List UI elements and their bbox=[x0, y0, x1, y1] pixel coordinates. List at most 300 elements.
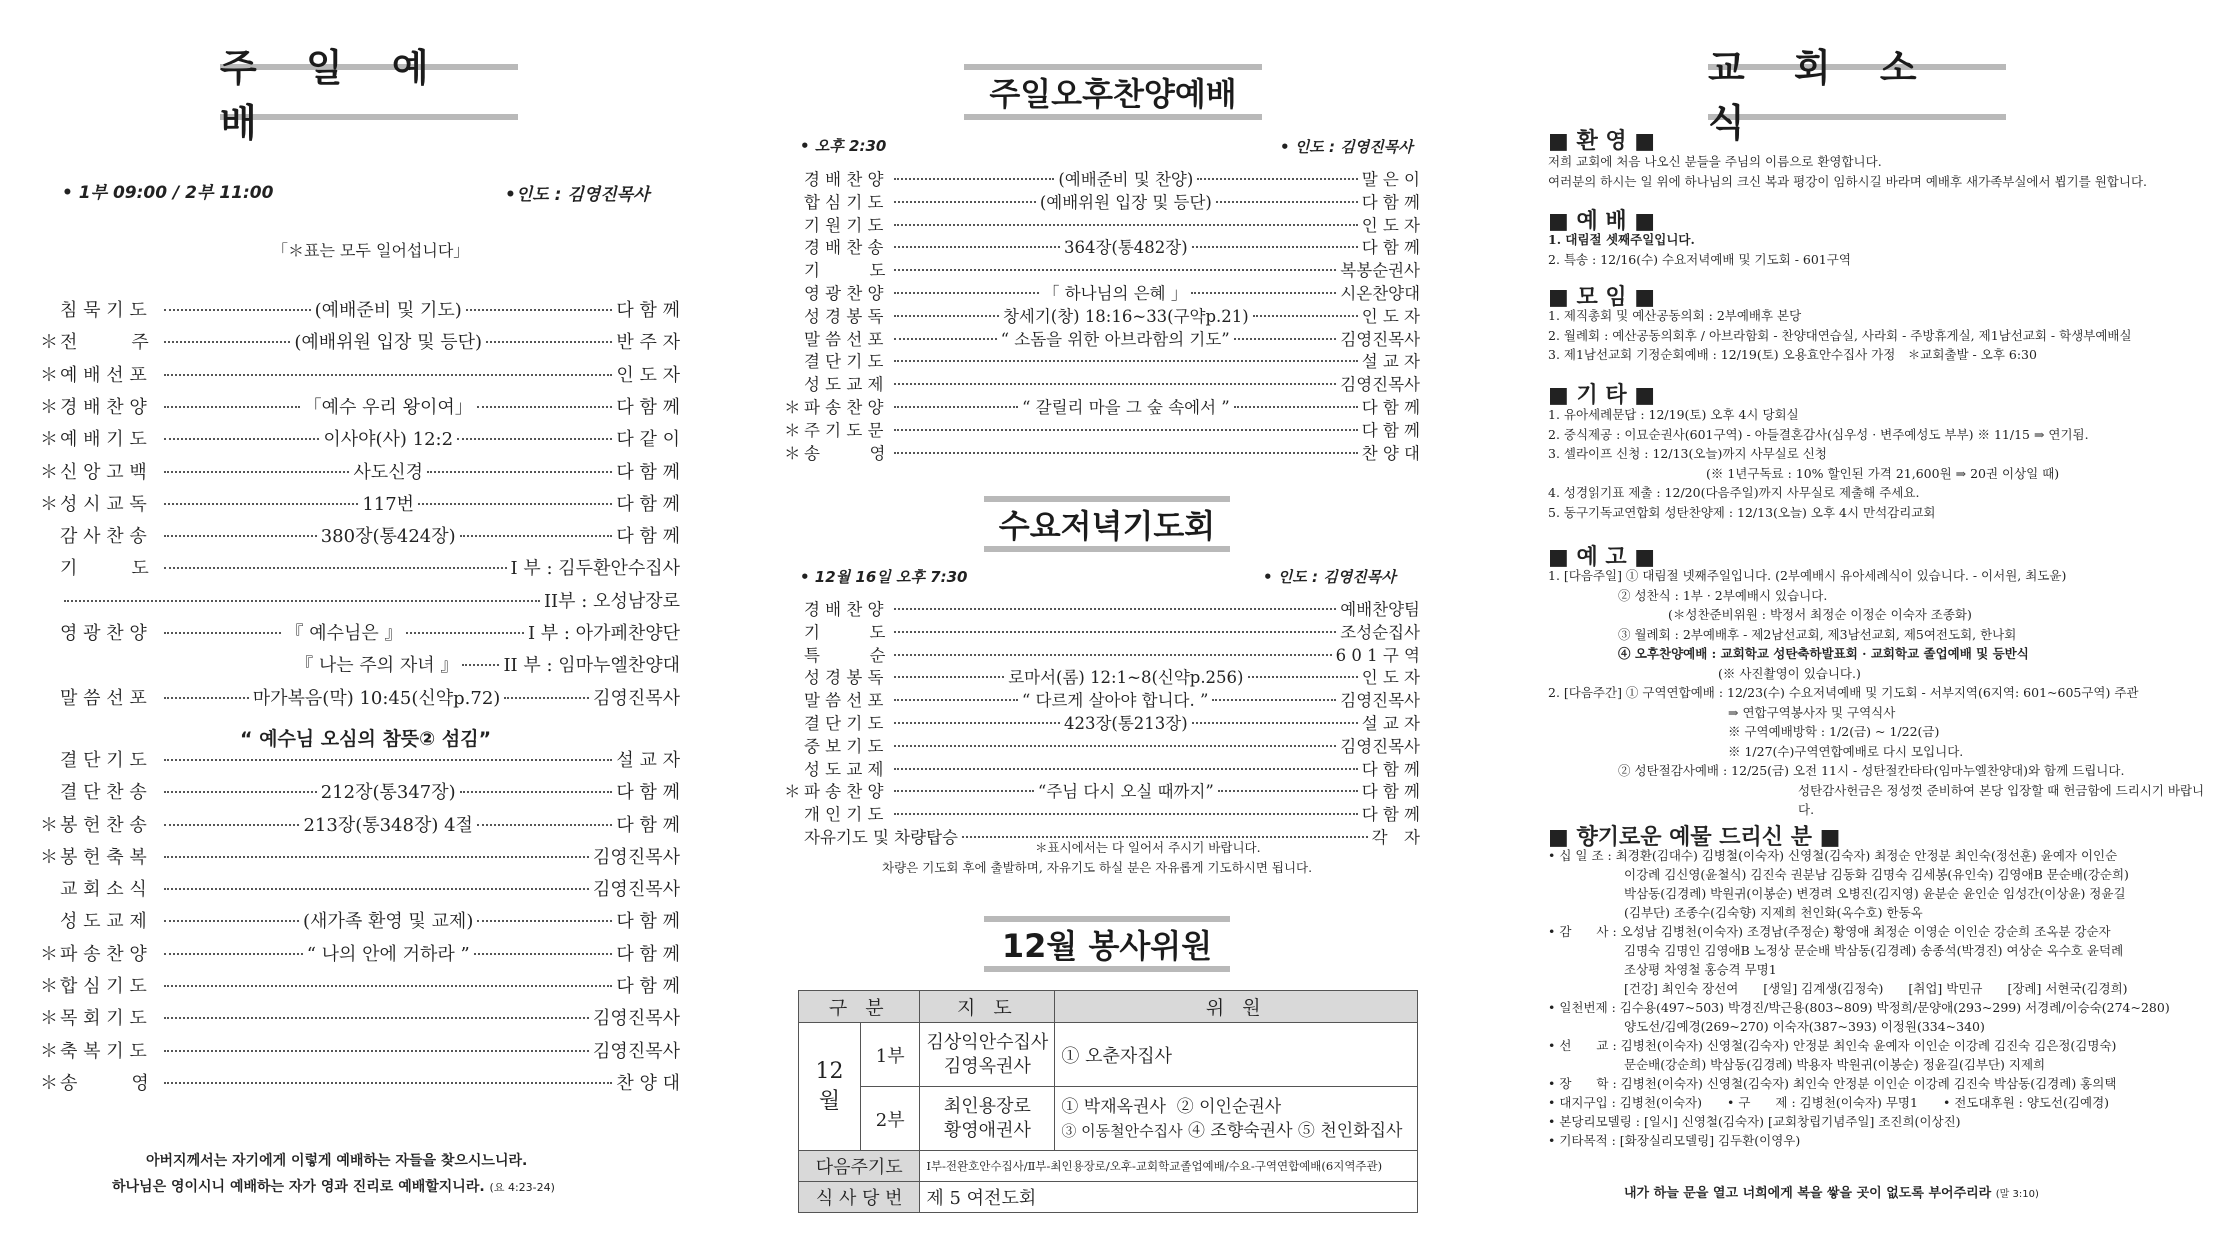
news-line: ④ 오후찬양예배 : 교회학교 성탄축하발표회 · 교회학교 졸업예배 및 등반식 bbox=[1618, 646, 2029, 661]
wednesday-service-title: 수요저녁기도회 bbox=[984, 496, 1230, 552]
news-line: 조상평 차영철 홍승격 무명1 bbox=[1624, 962, 1777, 977]
order-content: 380장(통424장) bbox=[320, 526, 456, 548]
order-person: 다 함 께 bbox=[1361, 782, 1420, 802]
order-person: 다 함 께 bbox=[1361, 805, 1420, 825]
order-row bbox=[784, 212, 1420, 236]
leader-dots bbox=[1197, 178, 1357, 180]
leader-dots bbox=[164, 1017, 589, 1019]
leader-dots bbox=[1253, 315, 1358, 317]
order-label: 교 회 소 식 bbox=[60, 879, 147, 901]
wednesday-leader: • 인도 : 김영진목사 bbox=[1263, 568, 1396, 586]
leader-dots bbox=[894, 768, 1358, 770]
sunday-service-title: 주 일 예 배 bbox=[220, 64, 518, 120]
order-person: 김영진목사 bbox=[1340, 691, 1420, 711]
leader-dots bbox=[894, 406, 1018, 408]
order-content: 로마서(롬) 12:1~8(신약p.256) bbox=[1008, 668, 1244, 688]
order-person: 인 도 자 bbox=[1361, 668, 1420, 688]
leader-dots bbox=[894, 315, 999, 317]
order-row bbox=[40, 619, 680, 645]
order-label: 결 단 찬 송 bbox=[60, 782, 147, 804]
p2-member-4: ④ 조향숙권사 bbox=[1188, 1120, 1293, 1141]
order-label: 송 영 bbox=[804, 443, 886, 463]
order-content: 213장(통348장) 4절 bbox=[303, 814, 473, 836]
order-row bbox=[40, 361, 680, 387]
order-person: 시온찬양대 bbox=[1340, 284, 1421, 303]
leader-dots bbox=[164, 953, 303, 955]
leader-dots bbox=[460, 791, 613, 793]
leader-dots bbox=[164, 985, 612, 987]
news-line: 박삼동(김경례) 박원귀(이봉순) 변경려 오병진(김지영) 윤분순 윤인순 임성간(이상윤) 정윤길 bbox=[1624, 886, 2126, 901]
leader-dots bbox=[477, 920, 612, 922]
leader-dots bbox=[164, 374, 612, 376]
stand-note-wed: ＊표시에서는 다 일어서 주시기 바랍니다. bbox=[1035, 840, 1261, 855]
order-content: 『 나는 주의 자녀 』 bbox=[295, 655, 459, 677]
verse-ref: (요 4:23-24) bbox=[489, 1181, 555, 1194]
part1-cell: 1부 bbox=[861, 1023, 920, 1087]
order-person: II 부 : 임마누엘찬양대 bbox=[503, 655, 680, 677]
order-row bbox=[40, 972, 680, 998]
order-label: 기 원 기 도 bbox=[804, 215, 884, 235]
order-person: 설 교 자 bbox=[1361, 352, 1420, 372]
order-content: 마가복음(막) 10:45(신약p.72) bbox=[252, 687, 501, 709]
news-line: 1. [다음주일] ① 대림절 넷째주일입니다. (2부예배시 유아세례식이 있습니다. - 이서원, 최도윤) bbox=[1548, 568, 2067, 583]
order-label: 감 사 찬 송 bbox=[60, 526, 147, 548]
news-line: 2. 월례회 : 예산공동의회후 / 아브라함회 - 찬양대연습실, 사라회 - 주방휴게실, 제1남선교회 - 학생부예배실 bbox=[1548, 327, 2132, 343]
stand-mark: ＊ bbox=[40, 846, 58, 868]
leader-dots bbox=[1248, 676, 1358, 678]
news-line: 2. [다음주간] ① 구역연합예배 : 12/23(수) 수요저녁예배 및 기도회 - 서부지역(6지역: 601~605구역) 주관 bbox=[1548, 685, 2139, 700]
leader-dots bbox=[457, 438, 612, 440]
leader-dots bbox=[894, 178, 1054, 180]
leader-dots bbox=[1218, 790, 1358, 792]
order-person: 예배찬양팀 bbox=[1340, 600, 1420, 619]
order-row bbox=[40, 490, 680, 516]
order-label: 침 묵 기 도 bbox=[60, 300, 147, 321]
news-line: • 장 학 : 김병천(이숙자) 신영철(김숙자) 최인숙 안정분 이인순 이강례 김진숙 박삼동(김경례) 홍의택 bbox=[1548, 1076, 2117, 1091]
etc-text bbox=[1548, 405, 2089, 522]
news-line: (＊성찬준비위원 : 박정서 최정순 이정순 이숙자 조종화) bbox=[1668, 607, 1972, 622]
p2-guide-1: 최인용장로 bbox=[943, 1095, 1031, 1117]
order-person: 다 함 께 bbox=[1361, 420, 1420, 440]
verse-line-1: 아버지께서는 자기에게 이렇게 예배하는 자들을 찾으시느니라. bbox=[146, 1153, 528, 1169]
order-label: 합 심 기 도 bbox=[60, 976, 147, 997]
order-label: 경 배 찬 양 bbox=[60, 396, 147, 418]
news-line: ② 성탄절감사예배 : 12/25(금) 오전 11시 - 성탄절칸타타(임마누엘찬양대)와 함께 드립니다. bbox=[1618, 763, 2125, 778]
order-content: “ 나의 안에 거하라 ” bbox=[306, 943, 470, 965]
order-person: I 부 : 아가페찬양단 bbox=[527, 623, 680, 644]
news-line: • 감 사 : 오성남 김병천(이숙자) 조경남(주정순) 황영애 최정순 이영순 이인순 강순희 조옥분 강순자 bbox=[1548, 924, 2111, 939]
order-label: 경 배 찬 양 bbox=[804, 600, 884, 619]
order-label: 파 송 찬 양 bbox=[804, 398, 884, 417]
order-row bbox=[784, 257, 1420, 281]
p2-guide-2: 황영애권사 bbox=[943, 1119, 1031, 1141]
news-line: 3. 셀라이프 신청 : 12/13(오늘)까지 사무실로 신청 bbox=[1548, 446, 1827, 461]
col-guide: 지 도 bbox=[920, 991, 1055, 1023]
stand-mark: ＊ bbox=[40, 1008, 58, 1030]
order-person: 김영진목사 bbox=[1340, 736, 1420, 756]
news-line: ⇒ 연합구역봉사자 및 구역식사 bbox=[1728, 704, 1896, 720]
order-label: 성 도 교 제 bbox=[60, 911, 147, 933]
order-label: 말 씀 선 포 bbox=[804, 691, 884, 711]
order-row bbox=[784, 619, 1420, 643]
order-person: 반 주 자 bbox=[616, 332, 680, 354]
news-line: • 기타목적 : [화장실리모델링] 김두환(이영우) bbox=[1548, 1133, 1801, 1148]
order-label: 봉 헌 찬 송 bbox=[60, 814, 147, 836]
leader-dots bbox=[894, 246, 1060, 248]
order-label: 주 기 도 문 bbox=[804, 420, 884, 440]
order-row bbox=[784, 756, 1420, 780]
order-content: 사도신경 bbox=[353, 461, 423, 483]
leader-dots bbox=[1234, 406, 1358, 408]
wednesday-time: • 12월 16일 오후 7:30 bbox=[800, 568, 968, 586]
order-person: 다 함 께 bbox=[616, 782, 680, 804]
order-person: 다 함 께 bbox=[616, 526, 680, 548]
p2-member-3: ③ 이동철안수집사 bbox=[1061, 1121, 1183, 1140]
order-content: 이사야(사) 12:2 bbox=[323, 429, 454, 451]
leader-dots bbox=[894, 201, 1036, 203]
stand-mark: ＊ bbox=[40, 1040, 58, 1062]
leader-dots bbox=[1191, 292, 1336, 294]
verse-text: 하나님은 영이시니 예배하는 자가 영과 진리로 예배할지니라. bbox=[112, 1179, 485, 1195]
order-label: 전 주 bbox=[60, 332, 149, 354]
order-content: 364장(통482장) bbox=[1064, 238, 1188, 258]
order-row bbox=[784, 733, 1420, 757]
order-person: 설 교 자 bbox=[1361, 714, 1420, 733]
order-row bbox=[784, 778, 1420, 802]
order-content: 423장(통213장) bbox=[1064, 714, 1188, 733]
order-person: 다 함 께 bbox=[616, 300, 681, 321]
order-row bbox=[784, 234, 1420, 258]
leader-dots bbox=[427, 471, 612, 473]
order-person: 다 함 께 bbox=[616, 911, 680, 933]
news-line: 4. 성경읽기표 제출 : 12/20(다음주일)까지 사무실로 제출해 주세요. bbox=[1548, 485, 1920, 500]
leader-dots bbox=[466, 309, 613, 311]
order-content: (예배준비 및 찬양) bbox=[1058, 170, 1194, 189]
order-person: 다 함 께 bbox=[616, 814, 680, 836]
welcome-line: 저희 교회에 처음 나오신 분들을 주님의 이름으로 환영합니다. bbox=[1548, 154, 1882, 169]
order-person: 찬 양 대 bbox=[1361, 443, 1420, 463]
order-row bbox=[784, 664, 1420, 688]
bottom-verse bbox=[1624, 1182, 2039, 1201]
order-row bbox=[784, 801, 1420, 825]
order-row bbox=[40, 328, 680, 354]
stand-mark: ＊ bbox=[40, 943, 58, 965]
order-row bbox=[784, 326, 1420, 350]
order-person: 조성순집사 bbox=[1340, 622, 1420, 642]
order-label: 결 단 기 도 bbox=[60, 749, 147, 771]
order-content: (새가족 환영 및 교제) bbox=[303, 911, 474, 933]
leader-dots bbox=[894, 631, 1336, 633]
leader-dots bbox=[894, 654, 1332, 656]
stand-mark: ＊ bbox=[40, 396, 58, 418]
leader-dots bbox=[418, 503, 612, 505]
order-row bbox=[784, 440, 1420, 464]
order-label: 자유기도 및 차량탑승 bbox=[804, 828, 958, 847]
leader-dots bbox=[460, 535, 613, 537]
order-row bbox=[40, 684, 680, 710]
order-content: “ 다르게 살아야 합니다. ” bbox=[1021, 691, 1209, 711]
order-label: 말 씀 선 포 bbox=[804, 329, 884, 349]
order-label: 중 보 기 도 bbox=[804, 736, 884, 756]
leader-dots bbox=[504, 697, 589, 699]
stand-mark: ＊ bbox=[40, 429, 58, 451]
order-row bbox=[40, 811, 680, 837]
leader-dots bbox=[164, 1082, 612, 1084]
order-row bbox=[784, 166, 1420, 190]
order-row bbox=[40, 1037, 680, 1063]
leader-dots bbox=[164, 341, 290, 343]
leader-dots bbox=[164, 1050, 589, 1052]
order-row bbox=[40, 843, 680, 869]
news-line: 성탄감사헌금은 정성껏 준비하여 본당 입장할 때 헌금함에 드리시기 바랍니다. bbox=[1798, 782, 2205, 817]
leader-dots bbox=[164, 824, 299, 826]
leader-dots bbox=[164, 406, 300, 408]
order-person: II부 : 오성남장로 bbox=[543, 590, 680, 612]
order-person: 인 도 자 bbox=[1361, 306, 1420, 326]
order-label: 특 순 bbox=[804, 645, 886, 665]
order-label: 개 인 기 도 bbox=[804, 805, 884, 825]
leader-dots bbox=[1234, 338, 1337, 340]
order-label: 예 배 선 포 bbox=[60, 364, 147, 386]
sermon-title: “ 예수님 오심의 참뜻② 섬김” bbox=[240, 728, 492, 750]
leader-dots bbox=[164, 438, 319, 440]
order-label: 경 배 찬 양 bbox=[804, 170, 884, 189]
offering-heading: ■ 향기로운 예물 드리신 분 ■ bbox=[1548, 825, 1841, 850]
order-label: 성 경 봉 독 bbox=[804, 668, 884, 688]
next-prayer-label: 다음주기도 bbox=[799, 1151, 920, 1182]
leader-dots bbox=[894, 269, 1336, 271]
order-person: 김영진목사 bbox=[593, 879, 680, 901]
order-person: 김영진목사 bbox=[593, 687, 681, 709]
leader-dots bbox=[164, 309, 311, 311]
leader-dots bbox=[164, 697, 249, 699]
order-row bbox=[40, 907, 680, 933]
order-content: (예배준비 및 기도) bbox=[314, 300, 462, 321]
order-label: 송 영 bbox=[60, 1072, 149, 1094]
news-line: (※ 1년구독료 : 10% 할인된 가격 21,600원 ⇒ 20권 이상일 때) bbox=[1706, 465, 2060, 481]
news-line: 1. 유아세례문답 : 12/19(토) 오후 4시 당회실 bbox=[1548, 407, 1799, 422]
order-label: 성 도 교 제 bbox=[804, 759, 884, 779]
leader-dots bbox=[462, 664, 499, 666]
col-members: 위 원 bbox=[1055, 991, 1418, 1023]
afternoon-leader: • 인도 : 김영진목사 bbox=[1280, 138, 1413, 156]
order-content: 212장(통347장) bbox=[320, 782, 456, 804]
news-line: 3. 제1남선교회 기정순회예배 : 12/19(토) 오용효안수집사 가정 ＊교회출발 - 오후 6:30 bbox=[1548, 347, 2037, 362]
part2-cell: 2부 bbox=[861, 1087, 920, 1151]
order-row bbox=[40, 458, 680, 484]
leader-dots bbox=[894, 790, 1034, 792]
news-line: ② 성찬식 : 1부 · 2부예배시 있습니다. bbox=[1618, 587, 1828, 603]
stand-mark: ＊ bbox=[40, 1072, 58, 1094]
order-person: 복봉순권사 bbox=[1340, 261, 1420, 281]
order-label: 파 송 찬 양 bbox=[60, 943, 147, 965]
order-row bbox=[40, 778, 680, 804]
stand-mark: ＊ bbox=[40, 461, 58, 483]
order-label: 기 도 bbox=[60, 558, 149, 580]
order-person: 다 함 께 bbox=[1361, 192, 1420, 212]
order-row bbox=[784, 348, 1420, 372]
order-label: 영 광 찬 양 bbox=[804, 284, 884, 303]
verse-line-2 bbox=[112, 1176, 555, 1196]
stand-mark: ＊ bbox=[784, 443, 801, 463]
afternoon-service-title: 주일오후찬양예배 bbox=[964, 64, 1262, 120]
stand-mark: ＊ bbox=[40, 332, 58, 354]
leader-dots bbox=[894, 224, 1358, 226]
order-label: 기 도 bbox=[804, 261, 886, 281]
leader-dots bbox=[894, 383, 1336, 385]
leader-dots bbox=[164, 567, 507, 569]
meeting-text bbox=[1548, 306, 2132, 365]
leader-dots bbox=[164, 920, 299, 922]
next-prayer-value: Ⅰ부-전완호안수집사/Ⅱ부-최인용장로/오후-교회학교졸업예배/수요-구역연합예배(6지역주관) bbox=[920, 1151, 1418, 1182]
part1-guide bbox=[920, 1023, 1055, 1087]
order-label: 봉 헌 축 복 bbox=[60, 846, 147, 868]
leader-dots bbox=[164, 471, 349, 473]
news-line: 2. 특송 : 12/16(수) 수요저녁예배 및 기도회 - 601구역 bbox=[1548, 251, 1851, 267]
order-row bbox=[40, 1069, 680, 1095]
order-row bbox=[40, 587, 680, 613]
p2-member-1: ① 박재옥권사 bbox=[1061, 1096, 1166, 1117]
order-content: “ 소돔을 위한 아브라함의 기도” bbox=[1000, 329, 1230, 349]
leader-dots bbox=[1192, 722, 1358, 724]
welcome-heading: ■ 환 영 ■ bbox=[1548, 129, 1656, 154]
afternoon-time: • 오후 2:30 bbox=[800, 137, 887, 155]
leader-dots bbox=[477, 406, 613, 408]
bottom-verse-ref: (말 3:10) bbox=[1995, 1189, 2039, 1200]
order-content: 「예수 우리 왕이여」 bbox=[303, 396, 473, 418]
order-content: 창세기(창) 18:16~33(구약p.21) bbox=[1002, 306, 1249, 326]
order-row bbox=[40, 296, 680, 322]
leader-dots bbox=[894, 676, 1004, 678]
leader-dots bbox=[164, 632, 281, 634]
order-row bbox=[784, 596, 1420, 620]
news-line: 이강례 김신영(윤철식) 김진숙 권분남 김동화 김명숙 김세봉(유인숙) 김영애B 문순배(강순희) bbox=[1624, 867, 2129, 882]
order-row bbox=[784, 687, 1420, 711]
car-note: 차량은 기도회 후에 출발하며, 자유기도 하실 분은 자유롭게 기도하시면 됩니다. bbox=[882, 860, 1313, 875]
order-label: 경 배 찬 송 bbox=[804, 238, 884, 258]
order-person: 다 함 께 bbox=[1361, 398, 1421, 417]
leader-dots bbox=[1212, 699, 1336, 701]
news-line: 1. 제직총회 및 예산공동의회 : 2부예배후 본당 bbox=[1548, 308, 1802, 323]
order-content: (예배위원 입장 및 등단) bbox=[294, 332, 483, 354]
bottom-verse-text: 내가 하늘 문을 열고 너희에게 복을 쌓을 곳이 없도록 부어주리라 bbox=[1624, 1186, 1992, 1201]
order-row bbox=[784, 642, 1420, 666]
part2-guide bbox=[920, 1087, 1055, 1151]
order-row bbox=[784, 710, 1420, 734]
order-row bbox=[784, 303, 1420, 327]
order-person: 인 도 자 bbox=[616, 364, 680, 386]
order-row bbox=[40, 393, 680, 419]
stand-mark: ＊ bbox=[40, 976, 58, 997]
col-division: 구 분 bbox=[799, 991, 920, 1023]
order-label: 결 단 기 도 bbox=[804, 714, 884, 733]
news-line: • 대지구입 : 김병천(이숙자) • 구 제 : 김병천(이숙자) 무명1 • 전도대후원 : 양도선(김예경) bbox=[1548, 1095, 2110, 1110]
etc-heading: ■ 기 타 ■ bbox=[1548, 383, 1656, 408]
order-label: 축 복 기 도 bbox=[60, 1040, 147, 1062]
leader-dots bbox=[894, 292, 1039, 294]
p2-member-5: ⑤ 천인화집사 bbox=[1297, 1120, 1403, 1141]
news-line: 1. 대림절 셋째주일입니다. bbox=[1548, 232, 1695, 247]
order-content: 『 예수님은 』 bbox=[285, 623, 403, 644]
news-line: 2. 중식제공 : 이묘순권사(601구역) - 아들결혼감사(심우성 · 변주예성도 부부) ※ 11/15 ⇒ 연기됨. bbox=[1548, 426, 2089, 442]
leader-dots bbox=[894, 745, 1336, 747]
order-person: 찬 양 대 bbox=[616, 1072, 680, 1094]
order-content: “ 갈릴리 마을 그 숲 속에서 ” bbox=[1021, 398, 1230, 417]
stand-mark: ＊ bbox=[784, 398, 801, 417]
offering-text bbox=[1548, 846, 2170, 1150]
order-person: 다 함 께 bbox=[616, 493, 681, 515]
news-line: • 선 교 : 김병천(이숙자) 신영철(김숙자) 안정분 최인숙 윤예자 이인순 이강례 김진숙 김은정(김명숙) bbox=[1548, 1038, 2117, 1053]
order-label: 성 경 봉 독 bbox=[804, 306, 884, 326]
part2-members bbox=[1055, 1087, 1418, 1151]
news-line: (김부단) 조종수(김숙향) 지제희 천인화(옥수호) 한동옥 bbox=[1624, 905, 1923, 920]
leader-dots bbox=[894, 699, 1018, 701]
welcome-line: 여러분의 하시는 일 위에 하나님의 크신 복과 평강이 임하시길 바라며 예배후 새가족부실에서 뵙기를 원합니다. bbox=[1548, 173, 2148, 189]
order-row bbox=[40, 875, 680, 901]
leader-dots bbox=[164, 759, 612, 761]
order-person: 다 함 께 bbox=[1361, 238, 1420, 258]
leader-dots bbox=[164, 535, 317, 537]
news-line: ③ 월례회 : 2부예배후 - 제2남선교회, 제3남선교회, 제5여전도회, 한나회 bbox=[1618, 626, 2017, 642]
order-person: 다 같 이 bbox=[616, 429, 681, 451]
news-line: • 본당리모델링 : [일시] 신영철(김숙자) [교회창립기념주일] 조진희(이상진) bbox=[1548, 1114, 1961, 1129]
order-person: 김영진목사 bbox=[593, 846, 680, 868]
meeting-heading: ■ 모 임 ■ bbox=[1548, 285, 1656, 310]
stand-mark: ＊ bbox=[40, 364, 58, 386]
worship-heading: ■ 예 배 ■ bbox=[1548, 209, 1656, 234]
leader-dots bbox=[477, 824, 612, 826]
order-content: 117번 bbox=[362, 493, 415, 515]
order-row bbox=[40, 554, 680, 580]
news-line: 5. 동구기독교연합회 성탄찬양제 : 12/13(오늘) 오후 4시 만석감리교회 bbox=[1548, 504, 1936, 520]
p1-guide-1: 김상익안수집사 bbox=[926, 1031, 1049, 1053]
order-row bbox=[40, 522, 680, 548]
leader-dots bbox=[474, 953, 613, 955]
volunteer-table bbox=[798, 990, 1418, 1213]
stand-mark: ＊ bbox=[40, 814, 58, 836]
order-label: 기 도 bbox=[804, 622, 886, 642]
stand-mark: ＊ bbox=[40, 493, 58, 515]
order-label: 목 회 기 도 bbox=[60, 1008, 147, 1030]
p1-guide-2: 김영옥권사 bbox=[943, 1055, 1031, 1077]
order-row bbox=[784, 394, 1420, 418]
notice-heading: ■ 예 고 ■ bbox=[1548, 545, 1656, 570]
leader-dots bbox=[164, 791, 317, 793]
leader-dots bbox=[406, 632, 523, 634]
leader-dots bbox=[1192, 246, 1358, 248]
meal-label: 식 사 당 번 bbox=[799, 1182, 920, 1213]
leader-dots bbox=[894, 608, 1336, 610]
leader-dots bbox=[894, 452, 1358, 454]
news-line: • 십 일 조 : 최경환(김대수) 김병철(이숙자) 신영철(김숙자) 최정순 안정분 최인숙(정선훈) 윤예자 이인순 bbox=[1548, 848, 2118, 863]
order-label: 결 단 기 도 bbox=[804, 352, 884, 372]
order-row bbox=[40, 940, 680, 966]
order-person: 다 함 께 bbox=[616, 396, 680, 418]
welcome-text bbox=[1548, 152, 2147, 191]
news-line: ※ 1/27(수)구역연합예배로 다시 모입니다. bbox=[1728, 743, 1964, 759]
service-time: • 1부 09:00 / 2부 11:00 bbox=[62, 183, 274, 203]
order-row bbox=[784, 280, 1420, 304]
news-line: [건강] 최인숙 장선여 [생일] 김계생(김정숙) [취업] 박민규 [장례] 서현국(김경희) bbox=[1624, 981, 2128, 996]
notice-text bbox=[1548, 566, 2215, 820]
news-line: (※ 사진촬영이 있습니다.) bbox=[1718, 665, 1861, 681]
volunteer-title: 12월 봉사위원 bbox=[984, 916, 1230, 972]
leader-dots bbox=[1216, 201, 1358, 203]
order-row bbox=[40, 425, 680, 451]
order-person: 김영진목사 bbox=[593, 1008, 680, 1030]
church-news-title: 교 회 소 식 bbox=[1708, 64, 2006, 120]
news-line: 양도선/김예경(269~270) 이숙자(387~393) 이정원(334~340) bbox=[1624, 1019, 1985, 1034]
